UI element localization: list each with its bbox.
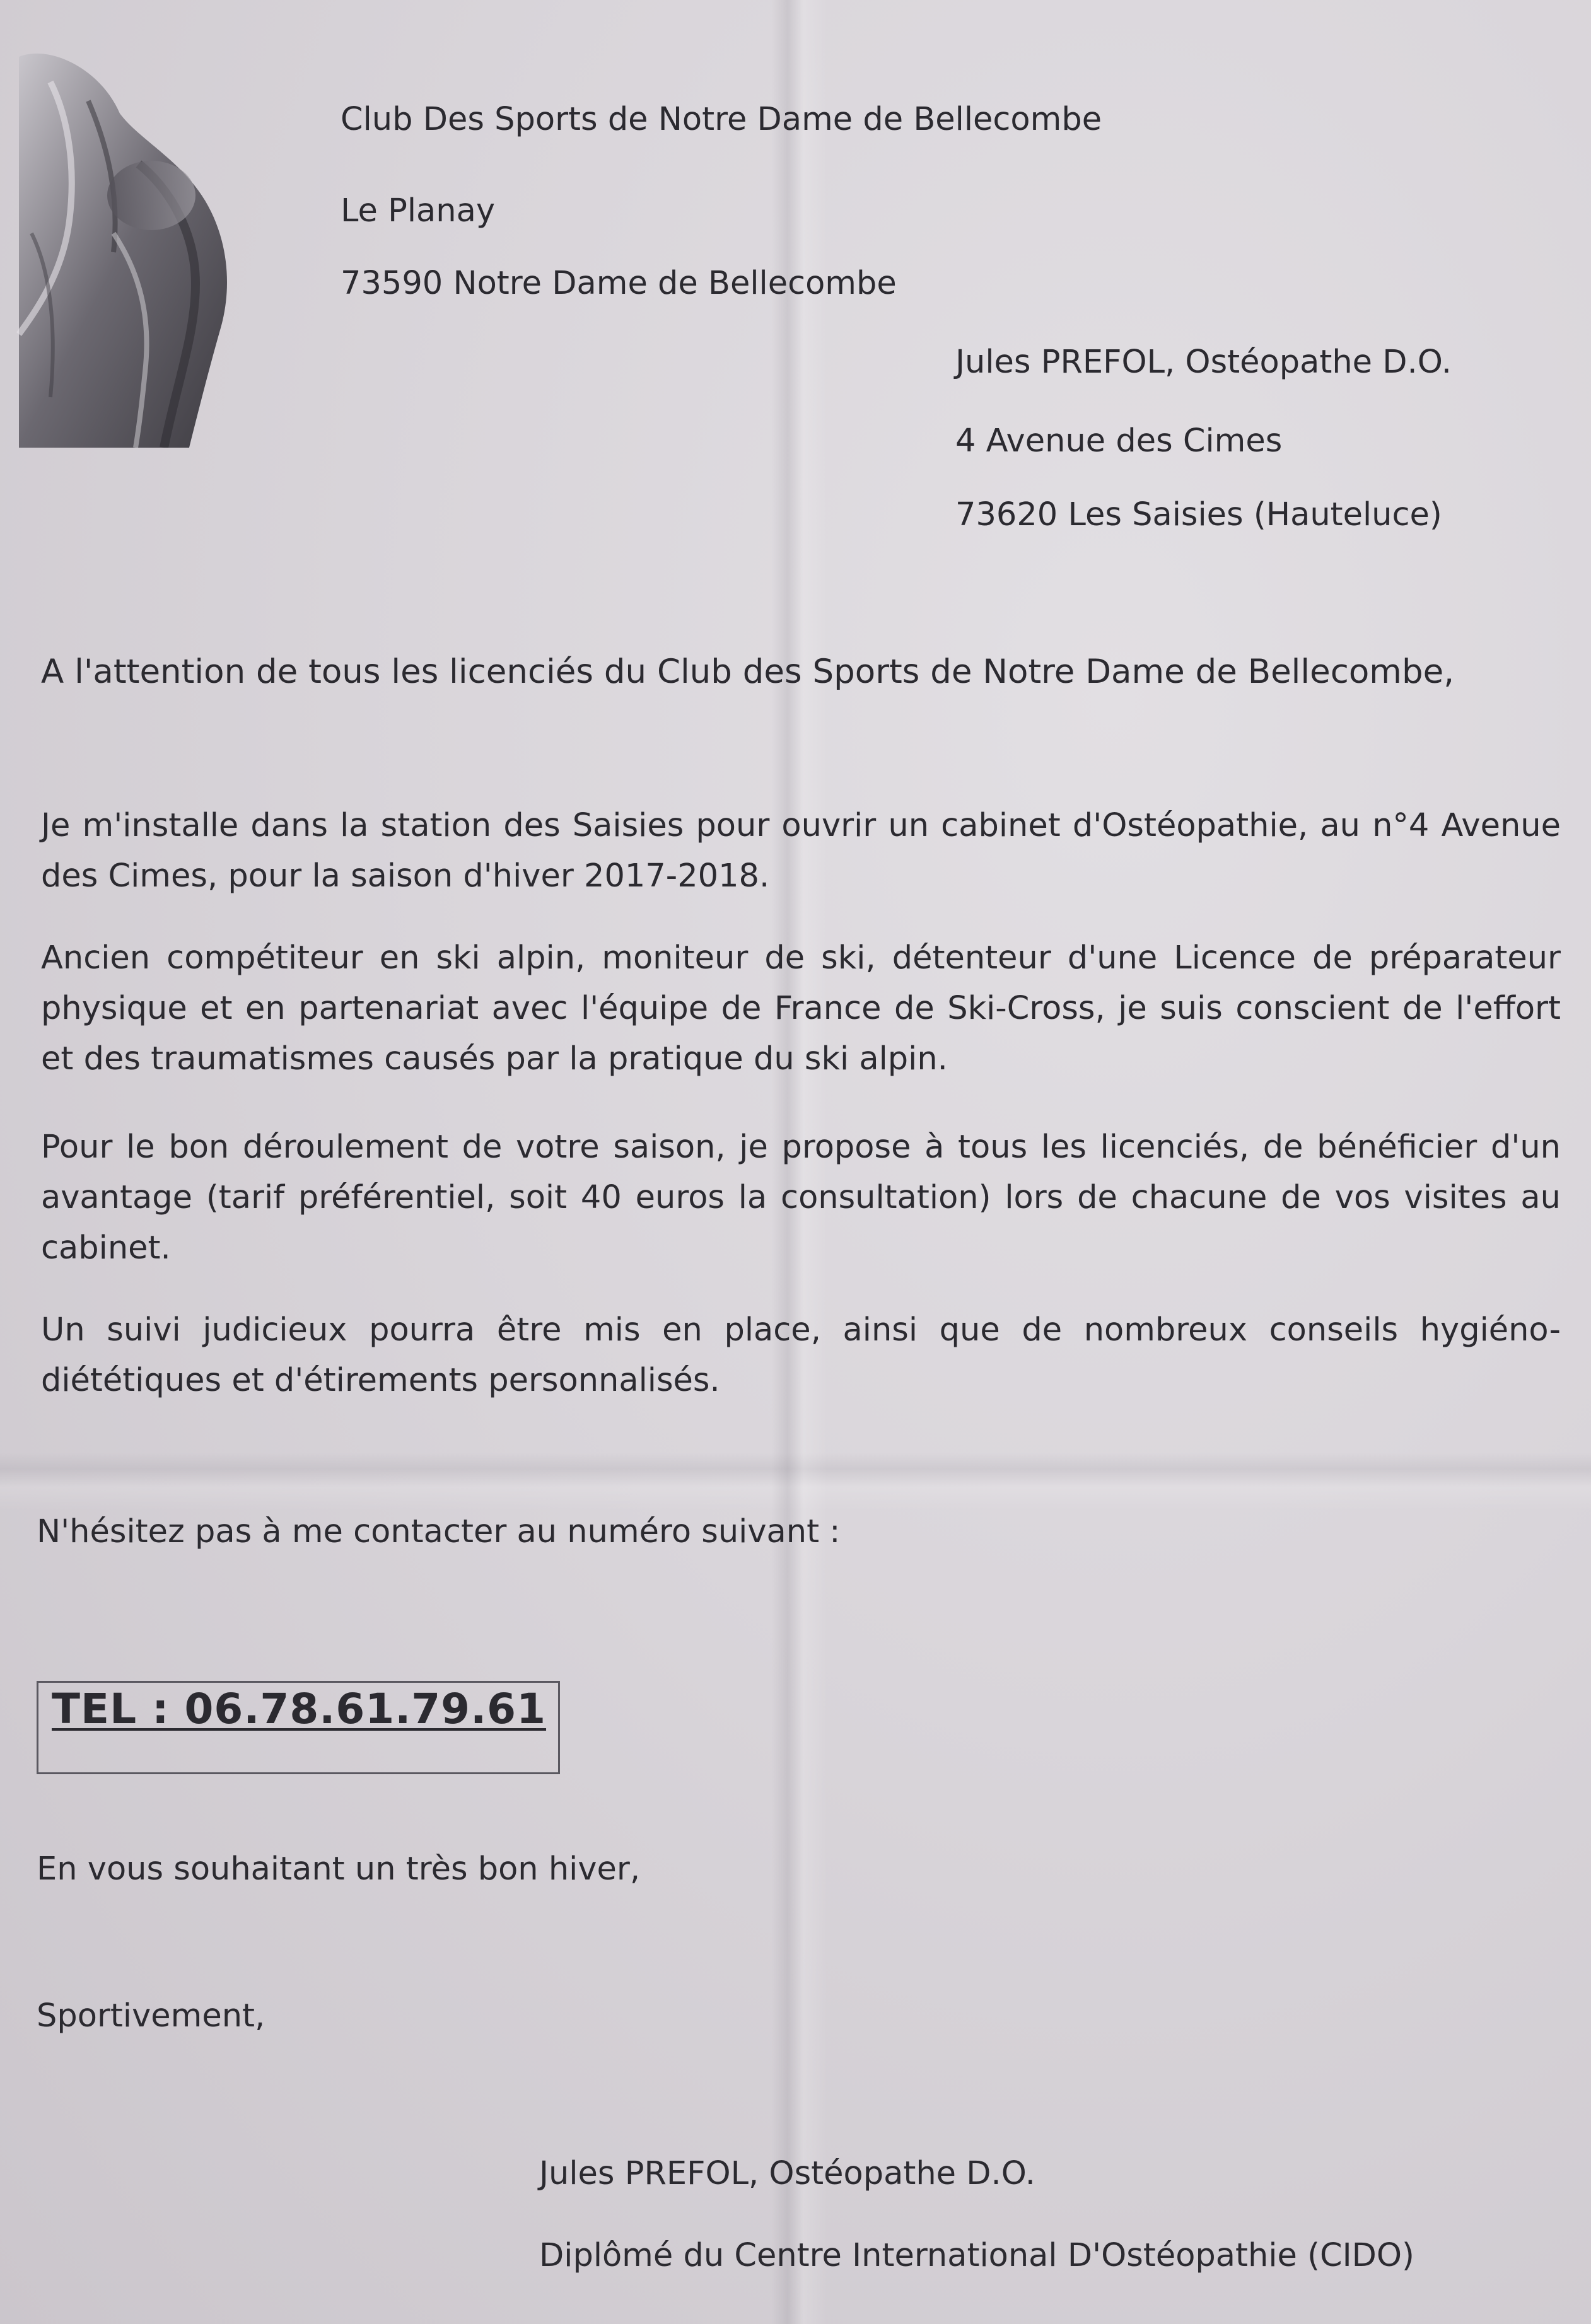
paragraph-4-text: Un suivi judicieux pourra être mis en place, ainsi que de nombreux conseils hygiéno-diététiques et d'étirements personnalisés. [41, 1311, 1561, 1399]
paragraph-1-text: Je m'installe dans la station des Saisies pour ouvrir un cabinet d'Ostéopathie, au n°4 Avenue des Cimes, pour la saison d'hiver 2017-2018. [41, 807, 1561, 895]
closing-wish: En vous souhaitant un très bon hiver, [37, 1850, 641, 1888]
sender-street: Le Planay [341, 192, 496, 229]
paragraph-1 [41, 801, 1561, 902]
phone-number: TEL : 06.78.61.79.61 [52, 1685, 547, 1733]
paragraph-2 [41, 933, 1561, 1084]
sender-city: 73590 Notre Dame de Bellecombe [341, 265, 897, 302]
closing: Sportivement, [37, 1997, 265, 2035]
salutation: A l'attention de tous les licenciés du Club des Sports de Notre Dame de Bellecombe, [41, 653, 1455, 691]
paragraph-2-text: Ancien compétiteur en ski alpin, moniteur de ski, détenteur d'une Licence de préparateur physique et en partenariat avec l'équipe de France de Ski-Cross, je suis conscient de l'effort et des traumatismes causés par la pratique du ski alpin. [41, 939, 1561, 1078]
signature-name: Jules PREFOL, Ostéopathe D.O. [539, 2155, 1036, 2192]
signature-credential: Diplômé du Centre International D'Ostéopathie (CIDO) [539, 2237, 1414, 2274]
sender-name: Club Des Sports de Notre Dame de Bellecombe [341, 101, 1102, 138]
contact-intro: N'hésitez pas à me contacter au numéro suivant : [37, 1513, 841, 1550]
recipient-city: 73620 Les Saisies (Hauteluce) [955, 496, 1442, 533]
recipient-name: Jules PREFOL, Ostéopathe D.O. [955, 344, 1452, 381]
paragraph-4 [41, 1305, 1561, 1406]
paragraph-3 [41, 1122, 1561, 1274]
muscular-arm-anatomy-icon [13, 44, 265, 448]
recipient-street: 4 Avenue des Cimes [955, 422, 1283, 460]
paragraph-3-text: Pour le bon déroulement de votre saison, je propose à tous les licenciés, de bénéficier d'un avantage (tarif préférentiel, soit 40 euros la consultation) lors de chacune de vos visites au cabinet. [41, 1129, 1561, 1267]
